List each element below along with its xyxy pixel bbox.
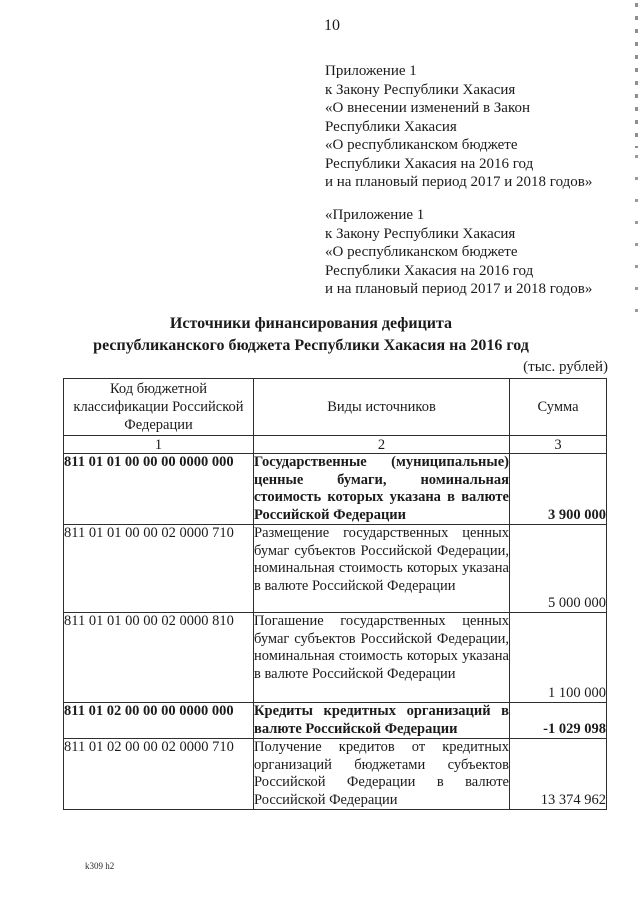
header-code: Код бюджетной классификации Российской Федерации: [64, 379, 254, 436]
document-title: [35, 313, 587, 357]
appendix-reference-block-2: [325, 206, 625, 299]
column-numbers-row: [64, 436, 607, 454]
table-row: [64, 613, 607, 703]
row-code: 811 01 02 00 00 00 0000 000: [64, 703, 254, 739]
page-number: 10: [324, 17, 340, 34]
appendix-line: «О республиканском бюджете: [325, 244, 518, 260]
appendix-line: Приложение 1: [325, 63, 417, 79]
table-header-row: [64, 379, 607, 436]
appendix-line: и на плановый период 2017 и 2018 годов»: [325, 174, 593, 190]
row-code: 811 01 02 00 00 02 0000 710: [64, 739, 254, 810]
scan-artifact-dots: [635, 155, 638, 315]
row-amount: 1 100 000: [510, 613, 607, 703]
header-sources: Виды источников: [254, 379, 510, 436]
title-line-1: Источники финансирования дефицита: [169, 315, 453, 332]
table-row: [64, 703, 607, 739]
column-number: 3: [510, 436, 607, 454]
sources-table: [63, 378, 607, 810]
table-row: [64, 525, 607, 613]
appendix-line: «Приложение 1: [325, 207, 425, 223]
table-row: [64, 739, 607, 810]
appendix-reference-block-1: [325, 62, 625, 192]
row-amount: 3 900 000: [510, 454, 607, 525]
header-amount: Сумма: [510, 379, 607, 436]
row-source: Кредиты кредитных организаций в валюте Российской Федерации: [254, 703, 509, 737]
appendix-line: к Закону Республики Хакасия: [325, 81, 516, 98]
appendix-line: и на плановый период 2017 и 2018 годов»: [325, 281, 593, 297]
row-source: Погашение государственных ценных бумаг субъектов Российской Федерации, номинальная стоимость которых указана в валюте Российской Федерации: [254, 613, 510, 703]
units-note: (тыс. рублей): [523, 359, 608, 375]
table-row: [64, 454, 607, 525]
title-line-2: республиканского бюджета Республики Хакасия на 2016 год: [93, 337, 529, 354]
row-code: 811 01 01 00 00 02 0000 710: [64, 525, 254, 613]
row-code: 811 01 01 00 00 00 0000 000: [64, 454, 254, 525]
column-number: 2: [254, 436, 510, 454]
appendix-line: к Закону Республики Хакасия: [325, 225, 516, 242]
appendix-line: Республики Хакасия на 2016 год: [325, 155, 534, 172]
scan-artifact-dots: [635, 3, 638, 148]
appendix-line: Республики Хакасия на 2016 год: [325, 262, 534, 279]
column-number: 1: [64, 436, 254, 454]
row-source: Получение кредитов от кредитных организаций бюджетами субъектов Российской Федерации в валюте Российской Федерации: [254, 739, 509, 808]
row-amount: 13 374 962: [510, 739, 607, 810]
appendix-line: «О республиканском бюджете: [325, 137, 518, 153]
footer-code: k309 h2: [85, 861, 115, 871]
appendix-line: Республики Хакасия: [325, 118, 457, 135]
row-amount: 5 000 000: [510, 525, 607, 613]
row-source: Государственные (муниципальные) ценные бумаги, номинальная стоимость которых указана в валюте Российской Федерации: [254, 454, 509, 523]
row-source: Размещение государственных ценных бумаг субъектов Российской Федерации, номинальная стоимость которых указана в валюте Российской Федерации: [254, 525, 510, 613]
row-code: 811 01 01 00 00 02 0000 810: [64, 613, 254, 703]
appendix-line: «О внесении изменений в Закон: [325, 100, 531, 116]
row-amount: -1 029 098: [510, 703, 607, 739]
